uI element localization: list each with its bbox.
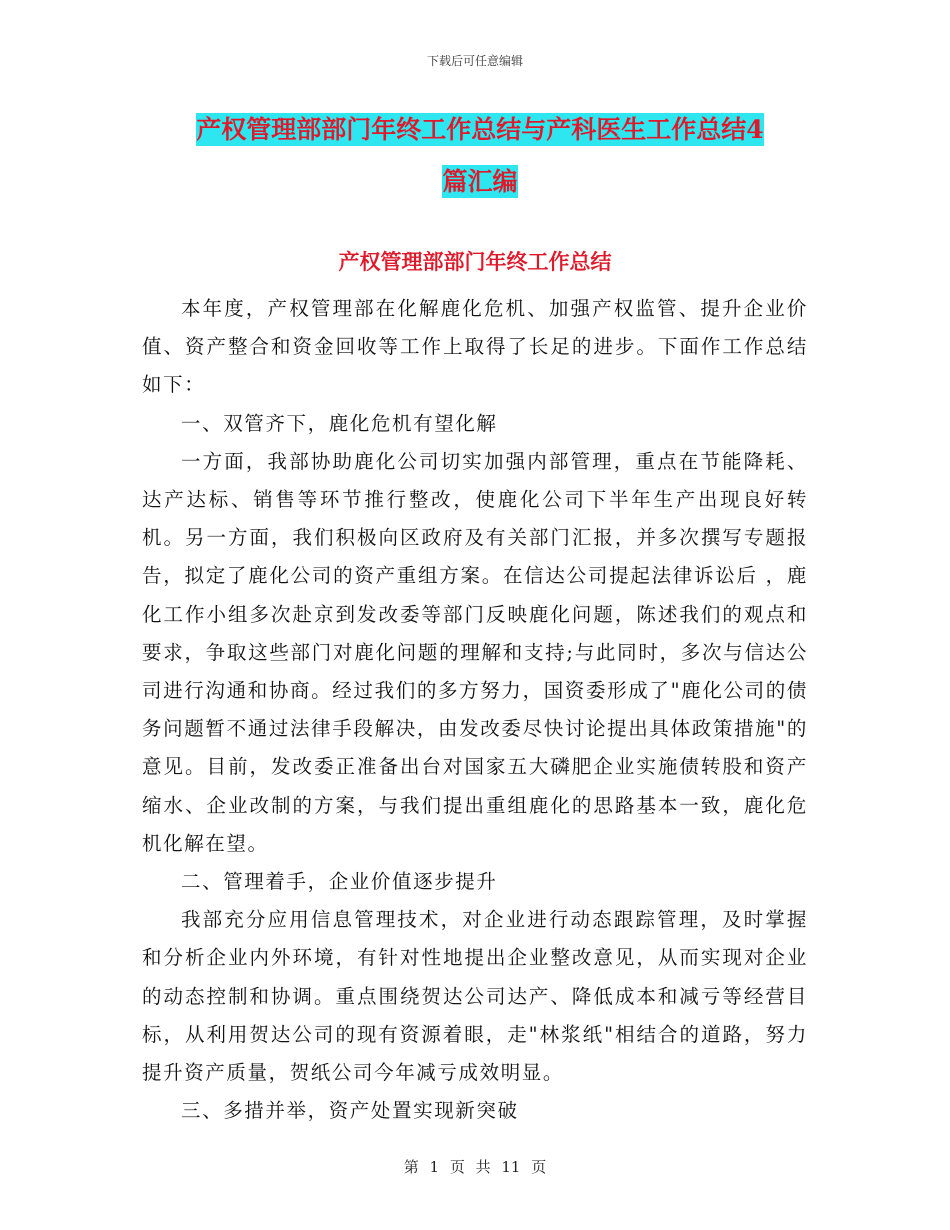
paragraph-1: 一方面，我部协助鹿化公司切实加强内部管理，重点在节能降耗、达产达标、销售等环节推行整改，使鹿化公司下半年生产出现良好转机。另一方面，我们积极向区政府及有关部门汇报，并多次撰写专题报告，拟定了鹿化公司的资产重组方案。在信达公司提起法律诉讼后 ，鹿化工作小组多次赴京到发改委等部门反映鹿化问题，陈述我们的观点和要求，争取这些部门对鹿化问题的理解和支持;与此同时，多次与信达公司进行沟通和协商。经过我们的多方努力，国资委形成了"鹿化公司的债务问题暂不通过法律手段解决，由发改委尽快讨论提出具体政策措施"的意见。目前，发改委正准备出台对国家五大磷肥企业实施债转股和资产缩水、企业改制的方案，与我们提出重组鹿化的思路基本一致，鹿化危机化解在望。: [142, 449, 808, 855]
title-line-2: 篇汇编: [442, 167, 518, 196]
header-note: 下载后可任意编辑: [426, 54, 523, 68]
paragraph-heading-3: 三、多措并举，资产处置实现新突破: [181, 1099, 519, 1123]
paragraph-heading-2: 二、管理着手，企业价值逐步提升: [181, 870, 498, 894]
paragraph-intro: 本年度，产权管理部在化解鹿化危机、加强产权监管、提升企业价值、资产整合和资金回收等工作上取得了长足的进步。下面作工作总结如下：: [142, 297, 808, 397]
document-title: [140, 104, 820, 208]
title-line-1: 产权管理部部门年终工作总结与产科医生工作总结4: [196, 115, 764, 144]
section-title: 产权管理部部门年终工作总结: [338, 249, 612, 274]
paragraph-heading-1: 一、双管齐下，鹿化危机有望化解: [181, 411, 498, 435]
document-body: [142, 290, 808, 1130]
paragraph-2: 我部充分应用信息管理技术，对企业进行动态跟踪管理，及时掌握和分析企业内外环境，有针对性地提出企业整改意见，从而实现对企业的动态控制和协调。重点围绕贺达公司达产、降低成本和减亏等经营目标，从利用贺达公司的现有资源着眼，走"林浆纸"相结合的道路，努力提升资产质量，贺纸公司今年减亏成效明显。: [142, 908, 808, 1085]
page-footer: 第 1 页 共 11 页: [403, 1158, 547, 1176]
